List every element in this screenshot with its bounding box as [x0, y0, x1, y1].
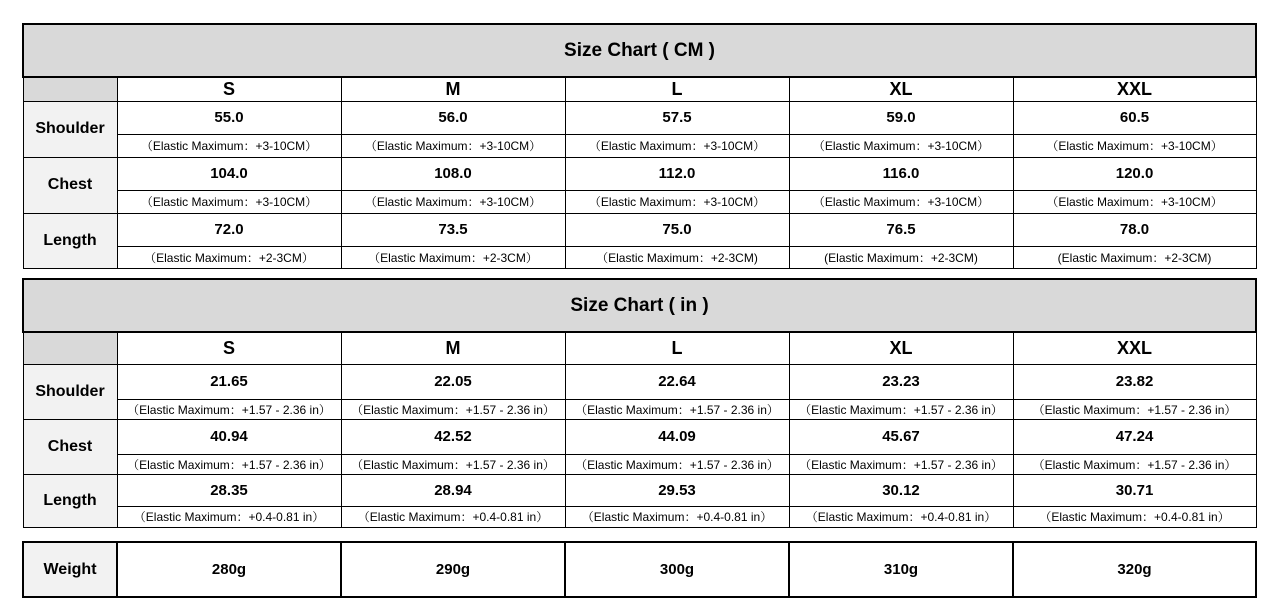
elastic-note: （Elastic Maximum：+3-10CM） — [117, 190, 341, 213]
weight-value: 290g — [341, 542, 565, 597]
size-header: S — [117, 332, 341, 364]
value-cell: 30.12 — [789, 474, 1013, 506]
weight-value: 310g — [789, 542, 1013, 597]
value-cell: 44.09 — [565, 419, 789, 454]
row-label: Chest — [23, 157, 117, 213]
elastic-note: （Elastic Maximum：+1.57 - 2.36 in） — [341, 399, 565, 419]
elastic-note: (Elastic Maximum：+2-3CM) — [789, 246, 1013, 268]
size-chart-inch — [22, 278, 1257, 528]
value-cell: 28.94 — [341, 474, 565, 506]
size-header: M — [341, 332, 565, 364]
elastic-note: （Elastic Maximum：+3-10CM） — [1013, 190, 1256, 213]
corner-cell — [23, 77, 117, 101]
elastic-note: （Elastic Maximum：+0.4-0.81 in） — [341, 506, 565, 527]
elastic-note: （Elastic Maximum：+0.4-0.81 in） — [1013, 506, 1256, 527]
elastic-note: （Elastic Maximum：+3-10CM） — [565, 134, 789, 157]
value-cell: 40.94 — [117, 419, 341, 454]
value-cell: 42.52 — [341, 419, 565, 454]
elastic-note: （Elastic Maximum：+0.4-0.81 in） — [789, 506, 1013, 527]
value-cell: 23.82 — [1013, 364, 1256, 399]
weight-value: 300g — [565, 542, 789, 597]
elastic-note: （Elastic Maximum：+0.4-0.81 in） — [117, 506, 341, 527]
value-cell: 120.0 — [1013, 157, 1256, 190]
size-header: XL — [789, 332, 1013, 364]
elastic-note: （Elastic Maximum：+0.4-0.81 in） — [565, 506, 789, 527]
value-cell: 60.5 — [1013, 101, 1256, 134]
value-cell: 30.71 — [1013, 474, 1256, 506]
corner-cell — [23, 332, 117, 364]
row-label: Shoulder — [23, 364, 117, 419]
value-cell: 76.5 — [789, 213, 1013, 246]
value-cell: 22.64 — [565, 364, 789, 399]
elastic-note: （Elastic Maximum：+3-10CM） — [341, 190, 565, 213]
value-cell: 23.23 — [789, 364, 1013, 399]
elastic-note: （Elastic Maximum：+3-10CM） — [789, 134, 1013, 157]
weight-value: 320g — [1013, 542, 1256, 597]
elastic-note: （Elastic Maximum：+1.57 - 2.36 in） — [341, 454, 565, 474]
row-label: Weight — [23, 542, 117, 597]
value-cell: 29.53 — [565, 474, 789, 506]
elastic-note: （Elastic Maximum：+3-10CM） — [789, 190, 1013, 213]
elastic-note: （Elastic Maximum：+2-3CM） — [117, 246, 341, 268]
elastic-note: （Elastic Maximum：+1.57 - 2.36 in） — [1013, 399, 1256, 419]
row-label: Chest — [23, 419, 117, 474]
weight-value: 280g — [117, 542, 341, 597]
elastic-note: （Elastic Maximum：+3-10CM） — [565, 190, 789, 213]
elastic-note: （Elastic Maximum：+1.57 - 2.36 in） — [565, 399, 789, 419]
chart-title: Size Chart ( CM ) — [23, 24, 1256, 77]
value-cell: 45.67 — [789, 419, 1013, 454]
elastic-note: （Elastic Maximum：+1.57 - 2.36 in） — [789, 454, 1013, 474]
value-cell: 28.35 — [117, 474, 341, 506]
value-cell: 55.0 — [117, 101, 341, 134]
elastic-note: (Elastic Maximum：+2-3CM) — [1013, 246, 1256, 268]
value-cell: 56.0 — [341, 101, 565, 134]
value-cell: 57.5 — [565, 101, 789, 134]
size-header: XXL — [1013, 332, 1256, 364]
elastic-note: （Elastic Maximum：+3-10CM） — [1013, 134, 1256, 157]
value-cell: 75.0 — [565, 213, 789, 246]
elastic-note: （Elastic Maximum：+1.57 - 2.36 in） — [565, 454, 789, 474]
elastic-note: （Elastic Maximum：+3-10CM） — [117, 134, 341, 157]
elastic-note: （Elastic Maximum：+1.57 - 2.36 in） — [117, 399, 341, 419]
elastic-note: （Elastic Maximum：+1.57 - 2.36 in） — [117, 454, 341, 474]
elastic-note: （Elastic Maximum：+1.57 - 2.36 in） — [1013, 454, 1256, 474]
elastic-note: （Elastic Maximum：+2-3CM） — [341, 246, 565, 268]
size-header: L — [565, 332, 789, 364]
size-header: XL — [789, 77, 1013, 101]
value-cell: 112.0 — [565, 157, 789, 190]
chart-title: Size Chart ( in ) — [23, 279, 1256, 332]
value-cell: 78.0 — [1013, 213, 1256, 246]
value-cell: 108.0 — [341, 157, 565, 190]
size-chart-cm — [22, 23, 1257, 269]
value-cell: 21.65 — [117, 364, 341, 399]
value-cell: 72.0 — [117, 213, 341, 246]
elastic-note: （Elastic Maximum：+3-10CM） — [341, 134, 565, 157]
weight-table — [22, 541, 1257, 598]
elastic-note: （Elastic Maximum：+1.57 - 2.36 in） — [789, 399, 1013, 419]
size-header: L — [565, 77, 789, 101]
size-header: M — [341, 77, 565, 101]
value-cell: 47.24 — [1013, 419, 1256, 454]
row-label: Length — [23, 213, 117, 268]
size-header: S — [117, 77, 341, 101]
value-cell: 59.0 — [789, 101, 1013, 134]
size-header: XXL — [1013, 77, 1256, 101]
elastic-note: （Elastic Maximum：+2-3CM) — [565, 246, 789, 268]
value-cell: 22.05 — [341, 364, 565, 399]
row-label: Length — [23, 474, 117, 527]
row-label: Shoulder — [23, 101, 117, 157]
value-cell: 116.0 — [789, 157, 1013, 190]
value-cell: 73.5 — [341, 213, 565, 246]
value-cell: 104.0 — [117, 157, 341, 190]
